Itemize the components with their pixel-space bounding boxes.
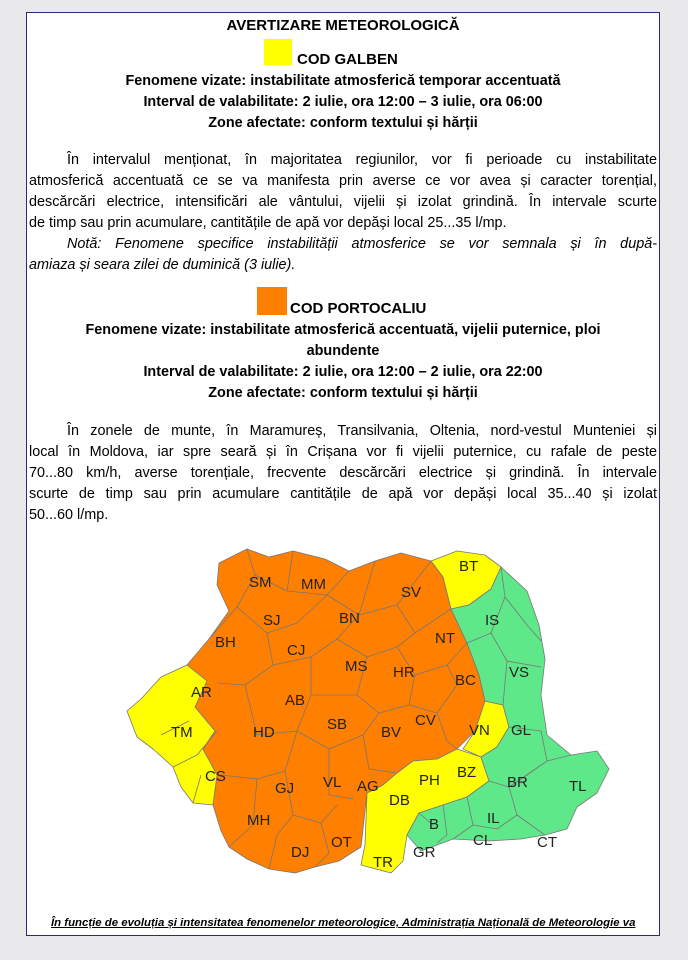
county-label-cl: CL [473,832,493,849]
county-label-mh: MH [247,812,271,829]
county-label-bz: BZ [457,764,477,781]
orange-code-label: COD PORTOCALIU [290,300,427,317]
county-label-tl: TL [569,778,587,795]
county-label-br: BR [507,774,528,791]
county-label-sb: SB [327,716,348,733]
county-label-ar: AR [191,684,212,701]
paragraph-line: descărcări electrice, intensificări ale vântului, vijelii și izolat grindină. În intervale scurte [29,194,657,210]
county-label-bt: BT [459,558,479,575]
county-label-ms: MS [345,658,368,675]
county-label-bn: BN [339,610,360,627]
paragraph-line: 70...80 km/h, averse torențiale, frecvente descărcări electrice și grindină. În intervale [29,465,657,481]
romania-warning-map [97,535,617,887]
county-label-gr: GR [413,844,436,861]
county-label-ct: CT [537,834,557,851]
note-line: Notă: Fenomene specifice instabilității atmosferice se vor semnala și în după- [67,236,657,252]
county-label-sj: SJ [263,612,281,629]
orange-zones: Zone afectate: conform textului și hărții [208,385,478,401]
orange-phenomena-line2: abundente [306,343,380,359]
county-label-sm: SM [249,574,272,591]
yellow-zones: Zone afectate: conform textului și hărții [208,115,478,131]
county-label-sv: SV [401,584,422,601]
paragraph-line: În zonele de munte, în Maramureș, Transilvania, Oltenia, nord-vestul Munteniei și [67,423,657,439]
footer-note: În funcție de evoluția și intensitatea fenomenelor meteorologice, Administrația Națională de Meteorologie va [51,917,636,929]
county-label-cs: CS [205,768,226,785]
county-label-is: IS [485,612,500,629]
yellow-code-label: COD GALBEN [297,51,398,68]
orange-code-square [257,287,287,315]
yellow-phenomena: Fenomene vizate: instabilitate atmosferică temporar accentuată [125,73,561,89]
orange-phenomena-line1: Fenomene vizate: instabilitate atmosferică accentuată, vijelii puternice, ploi [85,322,601,338]
county-label-bc: BC [455,672,476,689]
county-label-cj: CJ [287,642,306,659]
paragraph-line: scurte de timp sau prin acumulare cantitățile de apă vor depăși local 35...40 și izolat [29,486,657,502]
yellow-interval: Interval de valabilitate: 2 iulie, ora 12:00 – 3 iulie, ora 06:00 [143,94,543,110]
county-label-tr: TR [373,854,393,871]
county-label-vn: VN [469,722,490,739]
county-label-ag: AG [357,778,379,795]
paragraph-line: 50...60 l/mp. [29,507,109,523]
county-label-ot: OT [331,834,352,851]
paragraph-line: local în Moldova, iar spre seară și în Crișana vor fi vijelii puternice, cu rafale de peste [29,444,657,460]
county-label-b: B [429,816,440,833]
county-label-vs: VS [509,664,530,681]
county-label-dj: DJ [291,844,310,861]
county-label-ph: PH [419,772,440,789]
warning-document [26,12,660,936]
county-label-hd: HD [253,724,275,741]
document-title: AVERTIZARE METEOROLOGICĂ [226,17,460,34]
yellow-code-square [264,39,292,65]
county-label-hr: HR [393,664,415,681]
yellow-paragraph [29,150,657,276]
county-label-bh: BH [215,634,236,651]
county-label-vl: VL [323,774,342,791]
county-label-cv: CV [415,712,436,729]
county-label-gl: GL [511,722,532,739]
county-label-db: DB [389,792,410,809]
orange-interval: Interval de valabilitate: 2 iulie, ora 12:00 – 2 iulie, ora 22:00 [143,364,543,380]
county-label-il: IL [487,810,500,827]
county-label-gj: GJ [275,780,295,797]
county-label-tm: TM [171,724,193,741]
county-label-mm: MM [301,576,326,593]
paragraph-line: de timp sau prin acumulare, cantitățile de apă vor depăși local 25...35 l/mp. [29,215,507,231]
note-line: amiaza și seara zilei de duminică (3 iulie). [29,257,296,273]
county-label-nt: NT [435,630,455,647]
paragraph-line: atmosferică accentuată ce se va manifesta prin averse ce vor avea și caracter torențial, [29,173,657,189]
county-label-bv: BV [381,724,402,741]
county-label-ab: AB [285,692,306,709]
paragraph-line: În intervalul menționat, în majoritatea regiunilor, vor fi perioade cu instabilitate [67,152,657,168]
orange-paragraph [29,421,657,526]
